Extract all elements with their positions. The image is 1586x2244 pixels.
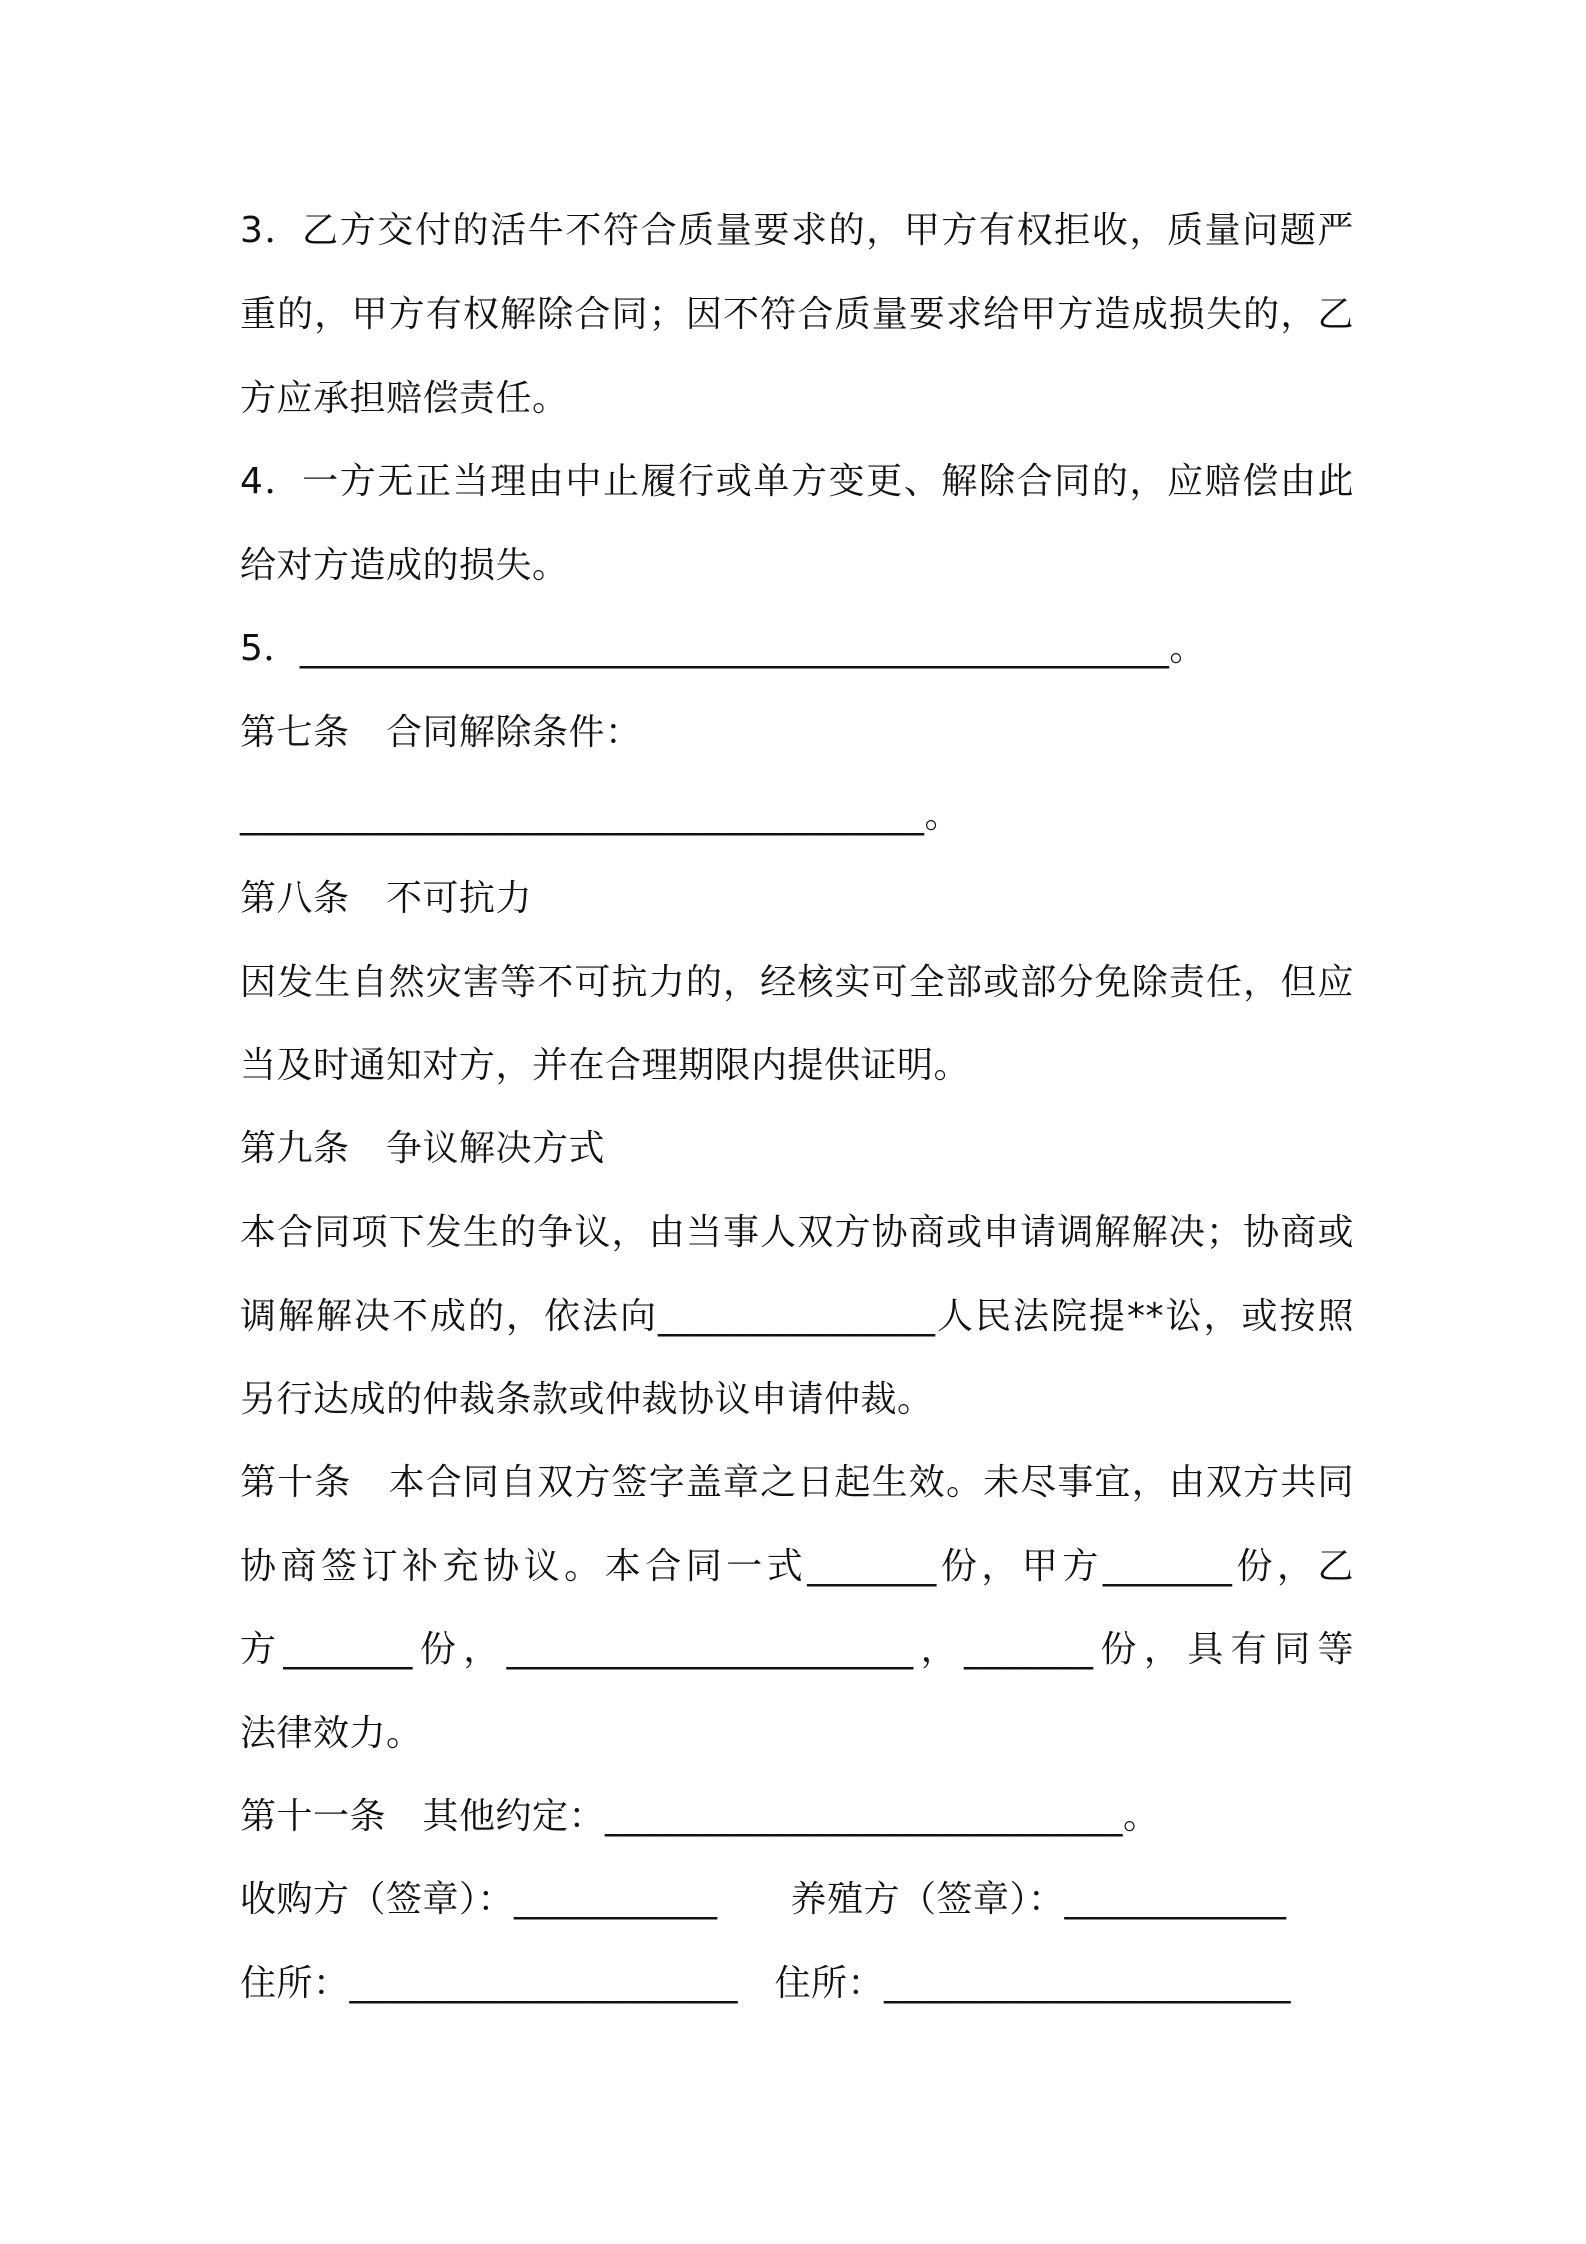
article-10-text-line-2: 协商签订补充协议。本合同一式_______份，甲方_______份，乙 <box>240 1546 1354 1587</box>
clause-6-item-5-blank: 5．_______________________________________________。 <box>240 628 1206 669</box>
article-9-text-line-1: 本合同项下发生的争议，由当事人双方协商或申请调解解决；协商或 <box>240 1212 1354 1253</box>
article-9-heading: 第九条 争议解决方式 <box>240 1128 606 1169</box>
address-line: 住所：_____________________ 住所：______________________ <box>240 1963 1292 2004</box>
article-7-heading: 第七条 合同解除条件： <box>240 712 642 753</box>
clause-6-item-3-line-1: 3．乙方交付的活牛不符合质量要求的，甲方有权拒收，质量问题严 <box>240 210 1354 251</box>
article-10-text-line-3: 方_______份，______________________，_______份，具有同等 <box>240 1629 1354 1670</box>
article-9-text-line-2: 调解解决不成的，依法向_______________人民法院提**讼，或按照 <box>240 1296 1354 1337</box>
article-7-blank: _____________________________________。 <box>240 795 961 836</box>
signature-line: 收购方（签章）：___________ 养殖方（签章）：____________ <box>240 1879 1287 1920</box>
clause-6-item-3-line-3: 方应承担赔偿责任。 <box>240 378 569 419</box>
article-10-text-line-1: 第十条 本合同自双方签字盖章之日起生效。未尽事宜，由双方共同 <box>240 1462 1354 1503</box>
article-8-heading: 第八条 不可抗力 <box>240 878 533 919</box>
article-10-text-line-4: 法律效力。 <box>240 1713 423 1754</box>
clause-6-item-3-line-2: 重的，甲方有权解除合同；因不符合质量要求给甲方造成损失的，乙 <box>240 294 1354 335</box>
clause-6-item-4-line-2: 给对方造成的损失。 <box>240 545 569 586</box>
article-9-text-line-3: 另行达成的仲裁条款或仲裁协议申请仲裁。 <box>240 1379 934 1420</box>
clause-6-item-4-line-1: 4．一方无正当理由中止履行或单方变更、解除合同的，应赔偿由此 <box>240 461 1354 502</box>
article-8-text-line-1: 因发生自然灾害等不可抗力的，经核实可全部或部分免除责任，但应 <box>240 962 1354 1003</box>
article-8-text-line-2: 当及时通知对方，并在合理期限内提供证明。 <box>240 1045 971 1086</box>
article-11-other-terms: 第十一条 其他约定：____________________________。 <box>240 1796 1160 1837</box>
